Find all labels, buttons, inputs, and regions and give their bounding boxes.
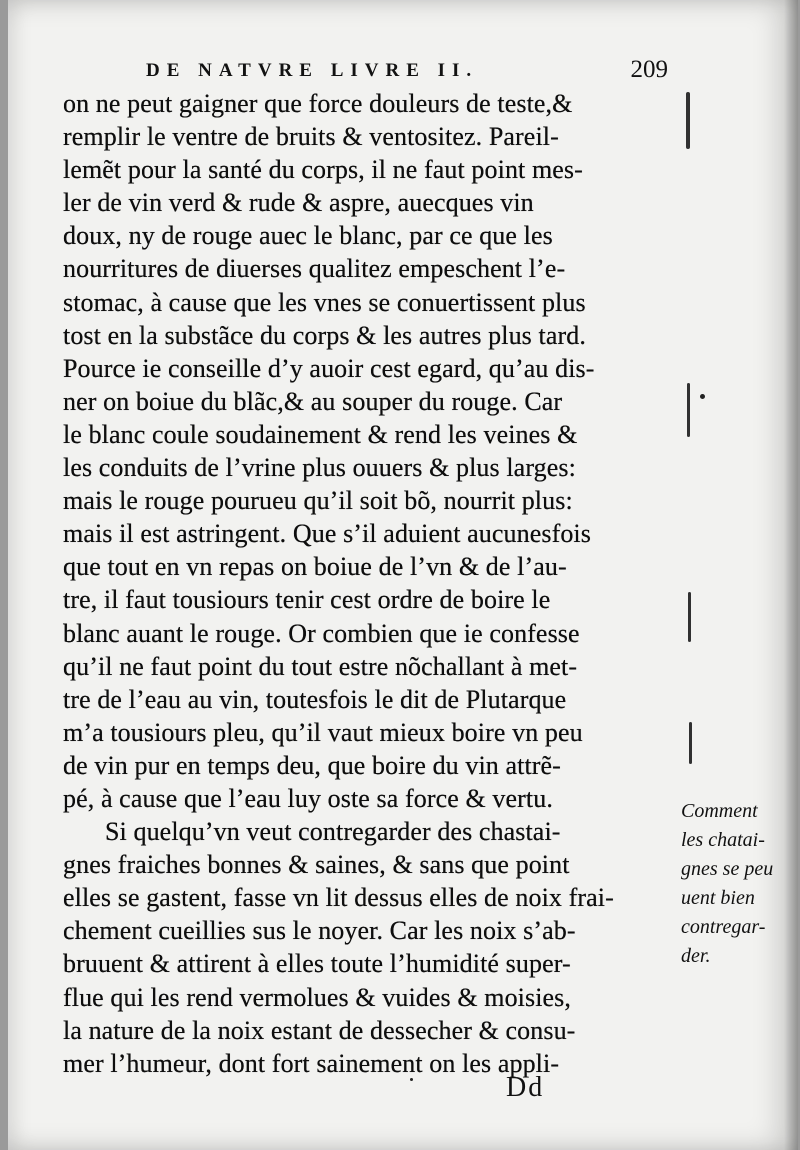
page-number: 209 xyxy=(630,56,668,83)
text-line: mais le rouge pourueu qu’il soit bõ, nourrit plus: xyxy=(63,486,573,516)
text-line: Pource ie conseille d’y auoir cest egard, qu’au dis- xyxy=(63,353,595,383)
margin-bracket-mark xyxy=(688,592,691,642)
text-line: elles se gastent, fasse vn lit dessus elles de noix frai- xyxy=(63,883,614,913)
ink-spot xyxy=(410,1078,413,1081)
text-line: que tout en vn repas on boiue de l’vn & de l’au- xyxy=(63,552,567,582)
text-line: lemẽt pour la santé du corps, il ne faut point mes- xyxy=(63,155,583,185)
text-line: chement cueillies sus le noyer. Car les noix s’ab- xyxy=(63,916,576,946)
text-line: bruuent & attirent à elles toute l’humidité super- xyxy=(63,949,571,979)
text-line: les conduits de l’vrine plus ouuers & plus larges: xyxy=(63,453,576,483)
marginal-note-line: gnes se peu xyxy=(681,858,774,880)
marginal-note-line: uent bien xyxy=(681,887,755,909)
text-line: m’a tousiours pleu, qu’il vaut mieux boire vn peu xyxy=(63,717,583,747)
marginal-note-line: Comment xyxy=(681,800,758,822)
running-head: DE NATVRE LIVRE II. xyxy=(146,60,479,81)
text-line: ner on boiue du blãc,& au souper du rouge. Car xyxy=(63,386,563,416)
marginal-note-line: contregar- xyxy=(681,916,766,938)
text-line: tost en la substãce du corps & les autres plus tard. xyxy=(63,320,586,350)
text-line: doux, ny de rouge auec le blanc, par ce que les xyxy=(63,221,553,251)
text-line: ler de vin verd & rude & aspre, auecques vin xyxy=(63,188,534,218)
marginal-note xyxy=(681,797,800,971)
book-page xyxy=(8,0,798,1150)
marginal-note-line: les chatai- xyxy=(681,829,765,851)
margin-bracket-mark xyxy=(689,722,692,764)
text-line: nourritures de diuerses qualitez empeschent l’e- xyxy=(63,254,566,284)
text-line: qu’il ne faut point du tout estre nõchallant à met- xyxy=(63,651,578,681)
margin-bracket-mark xyxy=(687,383,690,437)
text-line: tre, il faut tousiours tenir cest ordre de boire le xyxy=(63,585,551,615)
margin-bracket-mark xyxy=(686,92,690,149)
page-gutter-shadow xyxy=(784,0,798,1150)
text-line: tre de l’eau au vin, toutesfois le dit de Plutarque xyxy=(63,684,567,714)
text-line: mais il est astringent. Que s’il aduient aucunesfois xyxy=(63,519,591,549)
marginal-note-line: der. xyxy=(681,945,711,967)
page-header xyxy=(140,56,670,90)
main-text xyxy=(63,87,673,1080)
text-line: remplir le ventre de bruits & ventositez. Pareil- xyxy=(63,122,559,152)
text-line: flue qui les rend vermolues & vuides & moisies, xyxy=(63,982,572,1012)
text-line-paragraph-start: Si quelqu’vn veut contregarder des chastai- xyxy=(105,817,561,847)
text-line: pé, à cause que l’eau luy oste sa force & vertu. xyxy=(63,783,553,813)
text-line: la nature de la noix estant de dessecher & consu- xyxy=(63,1015,576,1045)
text-line: gnes fraiches bonnes & saines, & sans que point xyxy=(63,850,570,880)
text-line: de vin pur en temps deu, que boire du vin attrẽ- xyxy=(63,750,561,780)
text-line: stomac, à cause que les vnes se conuertissent plus xyxy=(63,287,586,317)
text-line: on ne peut gaigner que force douleurs de teste,& xyxy=(63,89,573,118)
signature-mark: Dd xyxy=(506,1072,545,1103)
text-line: blanc auant le rouge. Or combien que ie confesse xyxy=(63,618,580,648)
text-line: le blanc coule soudainement & rend les veines & xyxy=(63,419,578,449)
text-line: mer l’humeur, dont fort sainement on les appli- xyxy=(63,1048,560,1078)
ink-spot xyxy=(700,394,705,399)
